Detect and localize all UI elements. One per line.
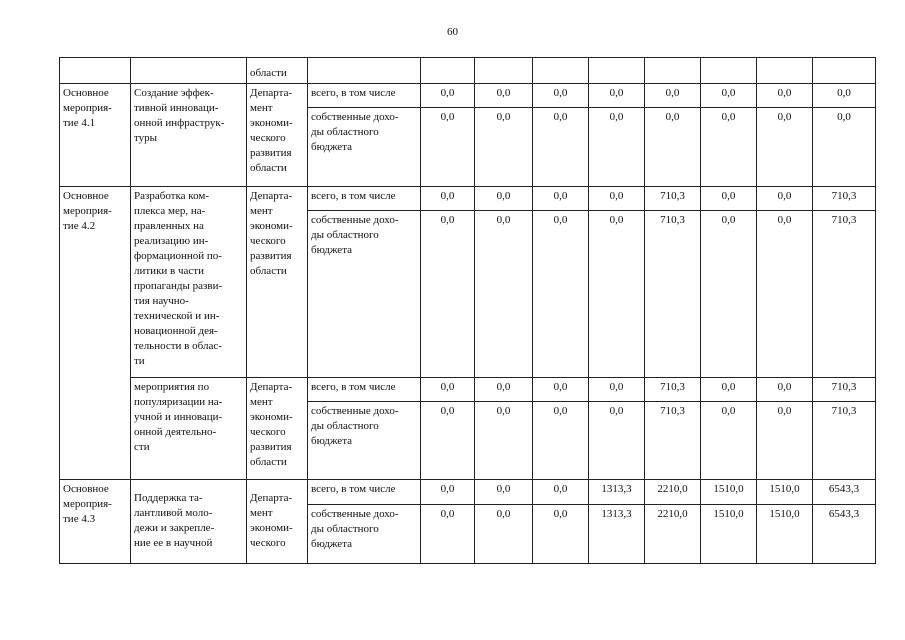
value-cell: 0,0 [645,84,701,108]
value-cell: 0,0 [813,108,876,187]
value-cell: 0,0 [475,108,533,187]
value-cell: 0,0 [475,211,533,378]
value-cell: 0,0 [421,505,475,564]
value-cell: 0,0 [757,402,813,480]
value-cell: 0,0 [589,402,645,480]
name-cell [131,58,247,84]
measure-title: Основное мероприя- тие 4.2 [60,187,131,480]
funding-source: собственные дохо- ды областного бюджета [308,505,421,564]
dept-cell: области [247,58,308,84]
source-cell [308,58,421,84]
value-cell: 710,3 [813,211,876,378]
measure-name: Создание эффек- тивной инноваци- онной инфраструк- туры [131,84,247,187]
value-cell: 0,0 [589,84,645,108]
value-cell: 0,0 [701,108,757,187]
value-cell: 0,0 [533,505,589,564]
page-number: 60 [447,26,458,38]
department: Департа- мент экономи- ческого [250,492,293,549]
value-cell: 0,0 [701,211,757,378]
table-row [60,84,876,108]
funding-source: всего, в том числе [308,480,421,505]
funding-source: собственные дохо- ды областного бюджета [308,108,421,187]
value-cell: 0,0 [533,480,589,505]
value-cell: 1510,0 [757,480,813,505]
table-row [60,480,876,505]
budget-table [59,57,876,564]
value-cell: 1313,3 [589,505,645,564]
value-cell: 1510,0 [701,505,757,564]
value-cell: 0,0 [421,211,475,378]
value-cell: 2210,0 [645,505,701,564]
value-cell: 0,0 [701,378,757,402]
value-cell: 0,0 [645,108,701,187]
department: Департа- мент экономи- ческого развития области [247,187,308,378]
value-cell: 0,0 [701,402,757,480]
value-cell: 0,0 [421,108,475,187]
table-row [60,187,876,211]
value-cell: 710,3 [645,211,701,378]
measure-title: Основное мероприя- тие 4.1 [60,84,131,187]
value-cell: 0,0 [421,402,475,480]
value-cell: 710,3 [813,402,876,480]
department: Департа- мент экономи- ческого развития области [247,84,308,187]
value-cell: 0,0 [589,378,645,402]
value-cell: 0,0 [533,187,589,211]
value-cell: 0,0 [701,187,757,211]
value-cell: 0,0 [421,84,475,108]
value-cell: 6543,3 [813,505,876,564]
value-cell: 710,3 [645,378,701,402]
value-cell: 0,0 [589,108,645,187]
value-cell: 0,0 [757,187,813,211]
value-cell: 0,0 [533,211,589,378]
value-cell: 710,3 [813,187,876,211]
value-cell: 0,0 [475,378,533,402]
measure-name: мероприятия по популяризации на- учной и инноваци- онной деятельно- сти [131,378,247,480]
value-cell: 710,3 [645,402,701,480]
continuation-row [60,58,876,84]
value-cell: 1510,0 [701,480,757,505]
value-cell: 0,0 [475,84,533,108]
value-cell: 0,0 [475,187,533,211]
value-cell: 6543,3 [813,480,876,505]
funding-source: всего, в том числе [308,187,421,211]
value-cell: 0,0 [701,84,757,108]
value-cell: 0,0 [533,402,589,480]
funding-source: собственные дохо- ды областного бюджета [308,402,421,480]
measure-name-cell [131,480,247,564]
value-cell: 0,0 [475,505,533,564]
value-cell: 0,0 [533,84,589,108]
value-cell: 0,0 [757,84,813,108]
measure-name: Разработка ком- плекса мер, на- правленных на реализацию ин- формационной по- литики в части пропаганды разви- тия научно- технической и ин- новационной дея- тельности в облас- ти [131,187,247,378]
measure-title: Основное мероприя- тие 4.3 [60,480,131,564]
value-cell: 0,0 [475,480,533,505]
funding-source: всего, в том числе [308,84,421,108]
value-cell: 0,0 [533,378,589,402]
value-cell: 0,0 [475,402,533,480]
funding-source: всего, в том числе [308,378,421,402]
value-cell: 0,0 [533,108,589,187]
value-cell: 0,0 [421,480,475,505]
department-cell [247,480,308,564]
table-row [60,378,876,402]
value-cell: 0,0 [589,211,645,378]
measure-cell [60,58,131,84]
value-cell: 1510,0 [757,505,813,564]
funding-source: собственные дохо- ды областного бюджета [308,211,421,378]
measure-name: Поддержка та- лантливой моло- дежи и закрепле- ние ее в научной [134,492,215,549]
value-cell: 0,0 [813,84,876,108]
value-cell: 0,0 [757,211,813,378]
value-cell: 0,0 [421,378,475,402]
value-cell: 710,3 [645,187,701,211]
value-cell: 0,0 [421,187,475,211]
value-cell: 0,0 [589,187,645,211]
value-cell: 0,0 [757,108,813,187]
value-cell: 0,0 [757,378,813,402]
value-cell: 1313,3 [589,480,645,505]
department: Департа- мент экономи- ческого развития области [247,378,308,480]
value-cell: 710,3 [813,378,876,402]
value-cell: 2210,0 [645,480,701,505]
